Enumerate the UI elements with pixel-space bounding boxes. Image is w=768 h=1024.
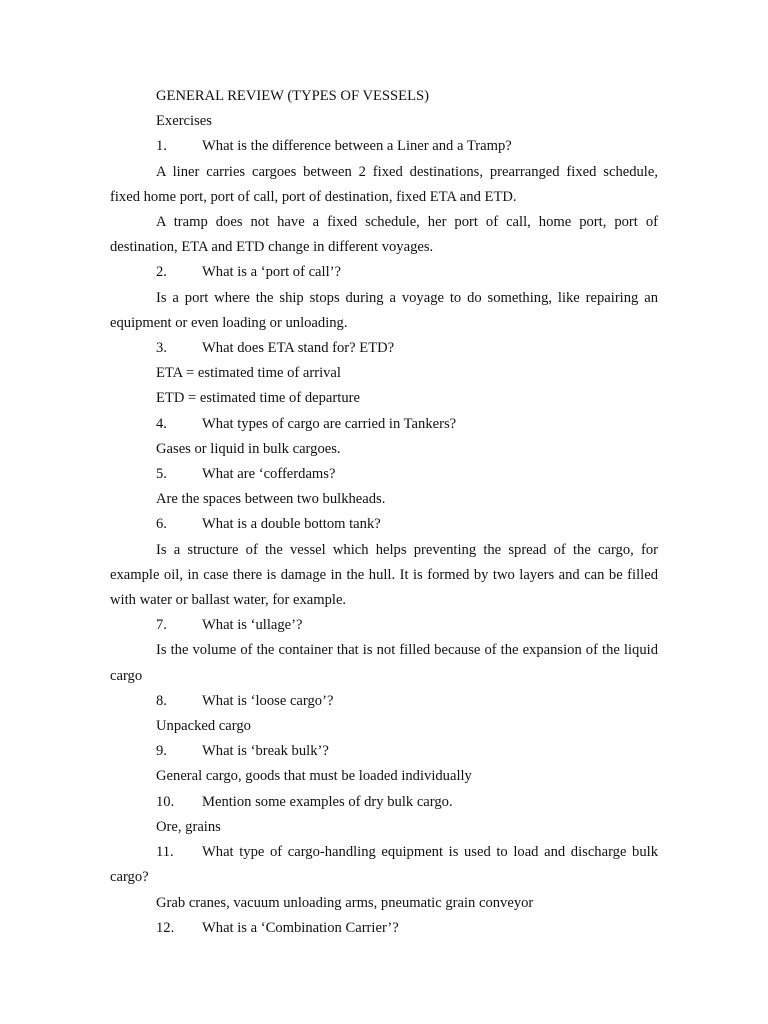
question-text: Mention some examples of dry bulk cargo. bbox=[202, 793, 453, 810]
question-text: What types of cargo are carried in Tankers? bbox=[202, 415, 457, 432]
answer-paragraph: Is a structure of the vessel which helps preventing the spread of the cargo, for example oil, in case there is damage in the hull. It is formed by two layers and can be filled with water or ballast water, for example. bbox=[110, 541, 658, 609]
answer-paragraph: Ore, grains bbox=[156, 818, 221, 835]
question-item bbox=[110, 840, 658, 890]
answer-paragraph: Is the volume of the container that is not filled because of the expansion of the liquid cargo bbox=[110, 642, 658, 684]
question-item bbox=[110, 412, 658, 437]
question-number: 11. bbox=[156, 844, 174, 861]
question-item bbox=[110, 336, 658, 361]
question-number: 4. bbox=[156, 415, 167, 432]
answer-paragraph: Gases or liquid in bulk cargoes. bbox=[156, 440, 341, 457]
question-item bbox=[110, 134, 658, 159]
question-text: What is ‘loose cargo’? bbox=[202, 692, 334, 709]
question-text: What is ‘break bulk’? bbox=[202, 743, 329, 760]
question-number: 6. bbox=[156, 516, 167, 533]
question-text: What is a ‘port of call’? bbox=[202, 264, 341, 281]
answer-paragraph: A tramp does not have a fixed schedule, her port of call, home port, port of destination, ETA and ETD change in different voyages. bbox=[110, 214, 658, 256]
question-item bbox=[110, 916, 658, 941]
answer-paragraph: Unpacked cargo bbox=[156, 718, 251, 735]
answer-paragraph: ETA = estimated time of arrival bbox=[156, 365, 341, 382]
question-number: 5. bbox=[156, 466, 167, 483]
question-text: What type of cargo-handling equipment is used to load and discharge bulk cargo? bbox=[110, 844, 658, 886]
question-text: What is a double bottom tank? bbox=[202, 516, 381, 533]
question-number: 7. bbox=[156, 617, 167, 634]
question-item bbox=[110, 790, 658, 815]
question-number: 10. bbox=[156, 793, 175, 810]
question-item bbox=[110, 512, 658, 537]
question-number: 1. bbox=[156, 138, 167, 155]
question-text: What does ETA stand for? ETD? bbox=[202, 340, 395, 357]
answer-paragraph: Is a port where the ship stops during a voyage to do something, like repairing an equipment or even loading or unloading. bbox=[110, 289, 658, 331]
question-text: What are ‘cofferdams? bbox=[202, 466, 336, 483]
question-text: What is the difference between a Liner and a Tramp? bbox=[202, 138, 512, 155]
document-subtitle: Exercises bbox=[156, 113, 212, 130]
answer-paragraph: A liner carries cargoes between 2 fixed destinations, prearranged fixed schedule, fixed home port, port of call, port of destination, fixed ETA and ETD. bbox=[110, 163, 658, 205]
question-number: 8. bbox=[156, 692, 167, 709]
question-number: 3. bbox=[156, 340, 167, 357]
question-item bbox=[110, 462, 658, 487]
question-item bbox=[110, 739, 658, 764]
question-number: 9. bbox=[156, 743, 167, 760]
question-text: What is a ‘Combination Carrier’? bbox=[202, 919, 399, 936]
question-item bbox=[110, 689, 658, 714]
question-text: What is ‘ullage’? bbox=[202, 617, 303, 634]
question-item bbox=[110, 260, 658, 285]
question-number: 2. bbox=[156, 264, 167, 281]
answer-paragraph: Grab cranes, vacuum unloading arms, pneumatic grain conveyor bbox=[156, 894, 534, 911]
answer-paragraph: Are the spaces between two bulkheads. bbox=[156, 491, 386, 508]
question-number: 12. bbox=[156, 919, 175, 936]
answer-paragraph: General cargo, goods that must be loaded individually bbox=[156, 768, 472, 785]
question-list bbox=[110, 134, 658, 941]
answer-paragraph: ETD = estimated time of departure bbox=[156, 390, 360, 407]
document-body bbox=[110, 84, 658, 941]
question-item bbox=[110, 613, 658, 638]
document-title: GENERAL REVIEW (TYPES OF VESSELS) bbox=[156, 88, 429, 104]
